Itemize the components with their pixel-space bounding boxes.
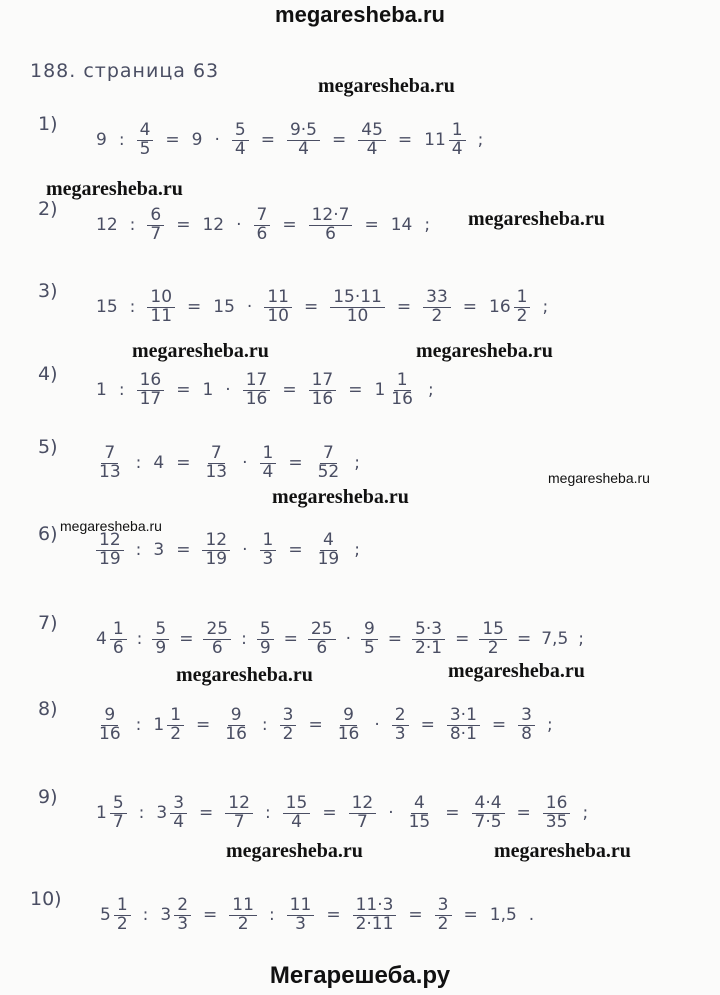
term: 7,5 <box>541 629 569 649</box>
expression <box>96 604 584 674</box>
mixed-number: 1 $\frac{1}{2}$ <box>153 707 184 744</box>
watermark: megaresheba.ru <box>494 840 631 862</box>
punctuation: ; <box>424 215 431 235</box>
watermark: megaresheba.ru <box>548 470 650 486</box>
term: 9 <box>96 130 107 150</box>
fraction: $\frac{45}{4}$ <box>358 122 386 159</box>
expression <box>96 190 430 260</box>
operator: : <box>129 297 136 317</box>
fraction: $\frac{5}{9}$ <box>257 621 274 658</box>
fraction: $\frac{4}{15}$ <box>408 792 431 832</box>
fraction: $\frac{12}{7}$ <box>225 795 253 832</box>
fraction: $\frac{16}{35}$ <box>543 795 571 832</box>
fraction: $\frac{7}{52}$ <box>317 442 340 482</box>
fraction: $\frac{1}{3}$ <box>260 532 277 569</box>
operator: · <box>246 297 253 317</box>
fraction: $\frac{9}{16}$ <box>225 704 247 744</box>
operator: = <box>176 453 191 473</box>
punctuation: ; <box>582 803 589 823</box>
solution-row <box>0 105 700 175</box>
operator: · <box>374 715 380 735</box>
operator: = <box>516 629 532 649</box>
fraction: $\frac{5}{9}$ <box>152 621 169 658</box>
operator: = <box>322 803 337 823</box>
operator: = <box>203 905 218 925</box>
solution-row <box>0 190 700 260</box>
operator: : <box>129 215 136 235</box>
row-number: 3) <box>38 280 58 302</box>
watermark: megaresheba.ru <box>176 664 313 686</box>
operator: = <box>463 905 478 925</box>
operator: = <box>420 715 435 735</box>
row-number: 10) <box>30 888 62 910</box>
watermark: megaresheba.ru <box>448 660 585 682</box>
fraction: $\frac{12}{19}$ <box>202 532 230 569</box>
term: 15 <box>96 297 118 317</box>
fraction: $\frac{11\cdot 3}{2\cdot 11}$ <box>353 897 397 934</box>
fraction: $\frac{12}{19}$ <box>96 532 124 569</box>
operator: = <box>176 540 191 560</box>
mixed-number: 16 $\frac{1}{2}$ <box>489 289 530 326</box>
expression <box>96 272 548 342</box>
operator: = <box>462 297 478 317</box>
term: 14 <box>390 215 413 235</box>
operator: · <box>225 380 231 400</box>
fraction: $\frac{12\cdot 7}{6}$ <box>309 207 353 244</box>
solution-row <box>0 272 700 342</box>
watermark: megaresheba.ru <box>60 518 162 534</box>
fraction: $\frac{11}{3}$ <box>287 897 315 934</box>
punctuation: . <box>528 905 535 925</box>
expression <box>96 515 360 585</box>
punctuation: ; <box>578 629 585 649</box>
mixed-number: 11 $\frac{1}{4}$ <box>424 122 465 159</box>
expression <box>96 105 483 175</box>
operator: : <box>264 803 271 823</box>
fraction: $\frac{33}{2}$ <box>423 289 451 326</box>
watermark: megaresheba.ru <box>272 486 409 508</box>
operator: · <box>345 629 351 649</box>
operator: = <box>187 297 202 317</box>
punctuation: ; <box>354 540 360 560</box>
expression <box>96 428 360 498</box>
row-number: 7) <box>38 612 58 634</box>
fraction: $\frac{10}{11}$ <box>147 289 175 326</box>
operator: = <box>303 297 319 317</box>
fraction: $\frac{17}{16}$ <box>309 372 337 409</box>
row-number: 1) <box>38 113 58 135</box>
mixed-number: 1 $\frac{5}{7}$ <box>96 795 127 832</box>
fraction: $\frac{3}{2}$ <box>435 897 452 934</box>
fraction: $\frac{15\cdot 11}{10}$ <box>330 289 385 326</box>
fraction: $\frac{7}{13}$ <box>99 442 121 482</box>
watermark: megaresheba.ru <box>416 340 553 362</box>
expression <box>96 778 588 848</box>
fraction: $\frac{5}{4}$ <box>232 122 249 159</box>
term: 3 <box>153 540 165 560</box>
fraction: $\frac{3\cdot 1}{8\cdot 1}$ <box>447 707 480 744</box>
operator: · <box>242 453 248 473</box>
punctuation: ; <box>477 130 484 150</box>
solution-row <box>0 778 700 848</box>
fraction: $\frac{4}{5}$ <box>137 122 154 159</box>
operator: : <box>135 453 142 473</box>
fraction: $\frac{9}{16}$ <box>337 704 360 744</box>
fraction: $\frac{5\cdot 3}{2\cdot 1}$ <box>412 621 445 658</box>
operator: : <box>268 905 275 925</box>
operator: = <box>326 905 341 925</box>
exercise-heading: 188. страница 63 <box>30 60 220 82</box>
fraction: $\frac{16}{17}$ <box>137 372 165 409</box>
row-number: 9) <box>38 786 58 808</box>
operator: : <box>241 629 247 649</box>
watermark: megaresheba.ru <box>132 340 269 362</box>
term: 4 <box>153 453 165 473</box>
operator: = <box>408 905 423 925</box>
fraction: $\frac{25}{6}$ <box>203 621 231 658</box>
fraction: $\frac{11}{2}$ <box>229 897 257 934</box>
operator: = <box>199 803 214 823</box>
operator: = <box>308 715 323 735</box>
operator: = <box>196 715 211 735</box>
row-number: 4) <box>38 363 58 385</box>
fraction: $\frac{12}{7}$ <box>349 795 377 832</box>
operator: = <box>516 803 531 823</box>
solution-row <box>0 604 700 674</box>
operator: = <box>283 629 298 649</box>
solution-row <box>0 690 700 760</box>
operator: = <box>176 380 191 400</box>
row-number: 8) <box>38 698 58 720</box>
punctuation: ; <box>542 297 549 317</box>
operator: · <box>214 130 220 150</box>
expression <box>96 690 553 760</box>
operator: : <box>118 380 125 400</box>
solution-row <box>0 355 700 425</box>
row-number: 5) <box>38 436 58 458</box>
operator: = <box>332 130 347 150</box>
fraction: $\frac{2}{3}$ <box>392 707 409 744</box>
watermark: megaresheba.ru <box>226 840 363 862</box>
fraction: $\frac{11}{10}$ <box>264 289 292 326</box>
fraction: $\frac{9\cdot 5}{4}$ <box>287 122 320 159</box>
operator: = <box>397 130 413 150</box>
term: 1 <box>96 380 107 400</box>
fraction: $\frac{9}{16}$ <box>99 704 121 744</box>
mixed-number: 4 $\frac{1}{6}$ <box>96 621 127 658</box>
site-footer[interactable]: Мегарешеба.ру <box>269 962 451 989</box>
operator: = <box>165 130 180 150</box>
row-number: 2) <box>38 198 58 220</box>
operator: = <box>282 215 297 235</box>
operator: = <box>282 380 297 400</box>
fraction: $\frac{3}{8}$ <box>518 707 535 744</box>
fraction: $\frac{15}{2}$ <box>479 621 507 658</box>
operator: = <box>364 215 379 235</box>
solution-row <box>0 515 700 585</box>
operator: · <box>236 215 242 235</box>
row-number: 6) <box>38 523 58 545</box>
operator: : <box>138 803 145 823</box>
operator: · <box>388 803 394 823</box>
operator: = <box>176 215 191 235</box>
punctuation: ; <box>427 380 434 400</box>
term: 12 <box>96 215 118 235</box>
solution-row <box>0 428 700 498</box>
operator: = <box>179 629 194 649</box>
term: 9 <box>191 130 203 150</box>
fraction: $\frac{17}{16}$ <box>243 372 271 409</box>
operator: : <box>261 715 268 735</box>
solution-row <box>0 880 700 950</box>
fraction: $\frac{6}{7}$ <box>147 207 164 244</box>
site-header[interactable]: megaresheba.ru <box>275 2 445 27</box>
fraction: $\frac{25}{6}$ <box>308 621 336 658</box>
operator: : <box>136 629 143 649</box>
operator: = <box>396 297 412 317</box>
fraction: $\frac{9}{5}$ <box>361 621 378 658</box>
term: 1,5 <box>489 905 517 925</box>
mixed-number: 3 $\frac{2}{3}$ <box>160 897 191 934</box>
fraction: $\frac{15}{4}$ <box>283 795 311 832</box>
operator: = <box>348 380 363 400</box>
watermark: megaresheba.ru <box>468 208 605 230</box>
punctuation: ; <box>546 715 553 735</box>
operator: · <box>242 540 248 560</box>
mixed-number: 3 $\frac{3}{4}$ <box>156 795 187 832</box>
watermark: megaresheba.ru <box>318 75 455 97</box>
fraction: $\frac{7}{13}$ <box>205 442 228 482</box>
expression <box>96 355 434 425</box>
operator: : <box>118 130 125 150</box>
term: 1 <box>202 380 214 400</box>
fraction: $\frac{3}{2}$ <box>280 707 297 744</box>
operator: = <box>260 130 275 150</box>
operator: = <box>491 715 507 735</box>
watermark: megaresheba.ru <box>46 178 183 200</box>
mixed-number: 5 $\frac{1}{2}$ <box>100 897 131 934</box>
operator: = <box>288 453 303 473</box>
operator: = <box>455 629 470 649</box>
fraction: $\frac{1}{4}$ <box>260 445 277 482</box>
term: 12 <box>202 215 225 235</box>
term: 15 <box>213 297 235 317</box>
operator: = <box>288 540 303 560</box>
fraction: $\frac{7}{6}$ <box>254 207 271 244</box>
operator: : <box>142 905 149 925</box>
operator: = <box>445 803 460 823</box>
fraction: $\frac{4}{19}$ <box>317 529 340 569</box>
operator: : <box>135 540 142 560</box>
punctuation: ; <box>354 453 360 473</box>
operator: = <box>387 629 403 649</box>
expression <box>100 880 534 950</box>
fraction: $\frac{4\cdot 4}{7\cdot 5}$ <box>472 795 505 832</box>
operator: : <box>135 715 142 735</box>
mixed-number: 1 $\frac{1}{16}$ <box>374 369 413 409</box>
